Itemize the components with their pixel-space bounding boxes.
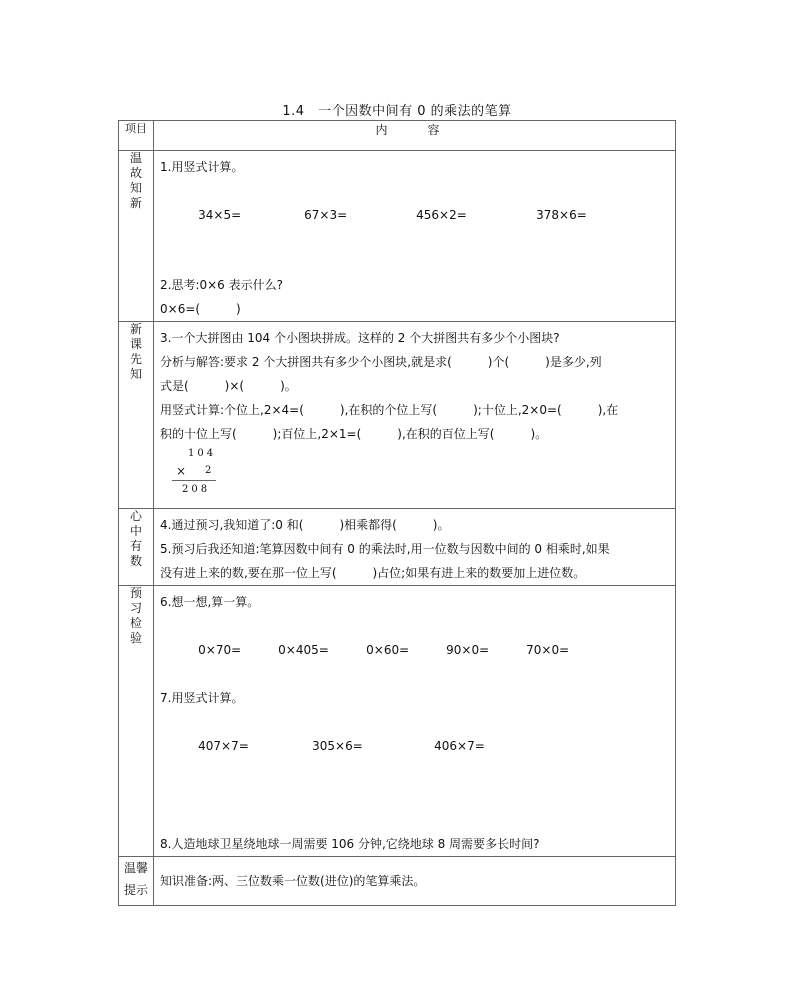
tip-label-line-1: 温馨 [123,861,148,875]
check-label-cell [119,586,154,857]
question-5-line-2: 没有进上来的数,要在那一位上写( )占位;如果有进上来的数要加上进位数。 [160,566,586,580]
q7-item: 305×6= [312,739,363,753]
check-content [154,586,676,857]
label-char: 验 [129,631,142,645]
calc-product: 208 [182,484,211,495]
review-content [154,151,676,322]
header-content-label: 内 容 [154,121,676,151]
question-3: 3.一个大拼图由 104 个小图块拼成。这样的 2 个大拼图共有多少个小图块? [160,331,560,345]
review-row [119,151,676,322]
q1-item: 378×6= [536,208,587,222]
heart-label [130,509,142,569]
new-label-cell [119,322,154,509]
label-char: 有 [129,539,142,553]
q6-item: 0×60= [366,643,410,657]
q7-item: 407×7= [198,739,249,753]
label-char: 新 [129,196,142,210]
label-char: 温 [129,151,142,165]
calc-multiplier: 2 [205,465,212,476]
check-label [130,586,142,646]
q1-item: 67×3= [304,208,348,222]
label-char: 知 [129,367,142,381]
question-5-line-1: 5.预习后我还知道:笔算因数中间有 0 的乘法时,用一位数与因数中间的 0 相乘时,如果 [160,542,610,556]
question-6: 6.想一想,算一算。 [160,595,260,609]
worksheet-table [118,120,676,906]
question-1: 1.用竖式计算。 [160,160,244,174]
label-char: 新 [129,322,142,336]
new-lesson-row [119,322,676,509]
label-char: 检 [129,616,142,630]
label-char: 预 [129,586,142,600]
question-7: 7.用竖式计算。 [160,691,244,705]
vertical-calculation [172,448,232,508]
review-label [130,151,142,211]
header-item-label: 项目 [125,122,147,135]
calc-multiplicand: 104 [188,448,217,459]
label-char: 习 [129,601,142,615]
label-char: 心 [129,509,142,523]
header-item-cell [119,121,154,151]
heart-row [119,509,676,586]
tip-label [124,857,148,901]
question-7-items [160,710,671,782]
q1-item: 456×2= [416,208,467,222]
review-label-cell [119,151,154,322]
question-4: 4.通过预习,我知道了:0 和( )相乘都得( )。 [160,518,450,532]
calc-line-1: 用竖式计算:个位上,2×4=( ),在积的个位上写( );十位上,2×0=( ),在 [160,403,619,417]
tip-row [119,857,676,906]
question-6-items [160,614,671,686]
label-char: 知 [129,181,142,195]
new-lesson-label [130,322,142,382]
calc-line-2: 积的十位上写( );百位上,2×1=( ),在积的百位上写( )。 [160,427,548,441]
analysis-line-1: 分析与解答:要求 2 个大拼图共有多少个小图块,就是求( )个( )是多少,列 [160,355,602,369]
analysis-line-2: 式是( )×( )。 [160,379,297,393]
tip-text: 知识准备:两、三位数乘一位数(进位)的笔算乘法。 [160,874,426,888]
tip-label-line-2: 提示 [123,883,148,897]
tip-label-cell [119,857,154,906]
new-lesson-content [154,322,676,509]
question-8: 8.人造地球卫星绕地球一周需要 106 分钟,它绕地球 8 周需要多长时间? [160,837,540,851]
table-header-row [119,121,676,151]
question-1-items [160,179,671,251]
q6-item: 0×70= [198,643,242,657]
q1-item: 34×5= [198,208,242,222]
calc-divider-line [172,480,216,481]
multiply-sign: × [176,464,187,478]
q6-item: 70×0= [526,643,570,657]
label-char: 故 [129,166,142,180]
page-title: 1.4 一个因数中间有 0 的乘法的笔算 [282,104,512,119]
question-2-answer: 0×6=( ) [160,302,241,316]
check-row [119,586,676,857]
q6-item: 0×405= [278,643,329,657]
label-char: 先 [129,352,142,366]
question-2: 2.思考:0×6 表示什么? [160,278,284,292]
heart-label-cell [119,509,154,586]
heart-content [154,509,676,586]
label-char: 课 [129,337,142,351]
q7-item: 406×7= [434,739,485,753]
label-char: 中 [129,524,142,538]
tip-content [154,857,676,906]
q6-item: 90×0= [446,643,490,657]
label-char: 数 [129,554,142,568]
